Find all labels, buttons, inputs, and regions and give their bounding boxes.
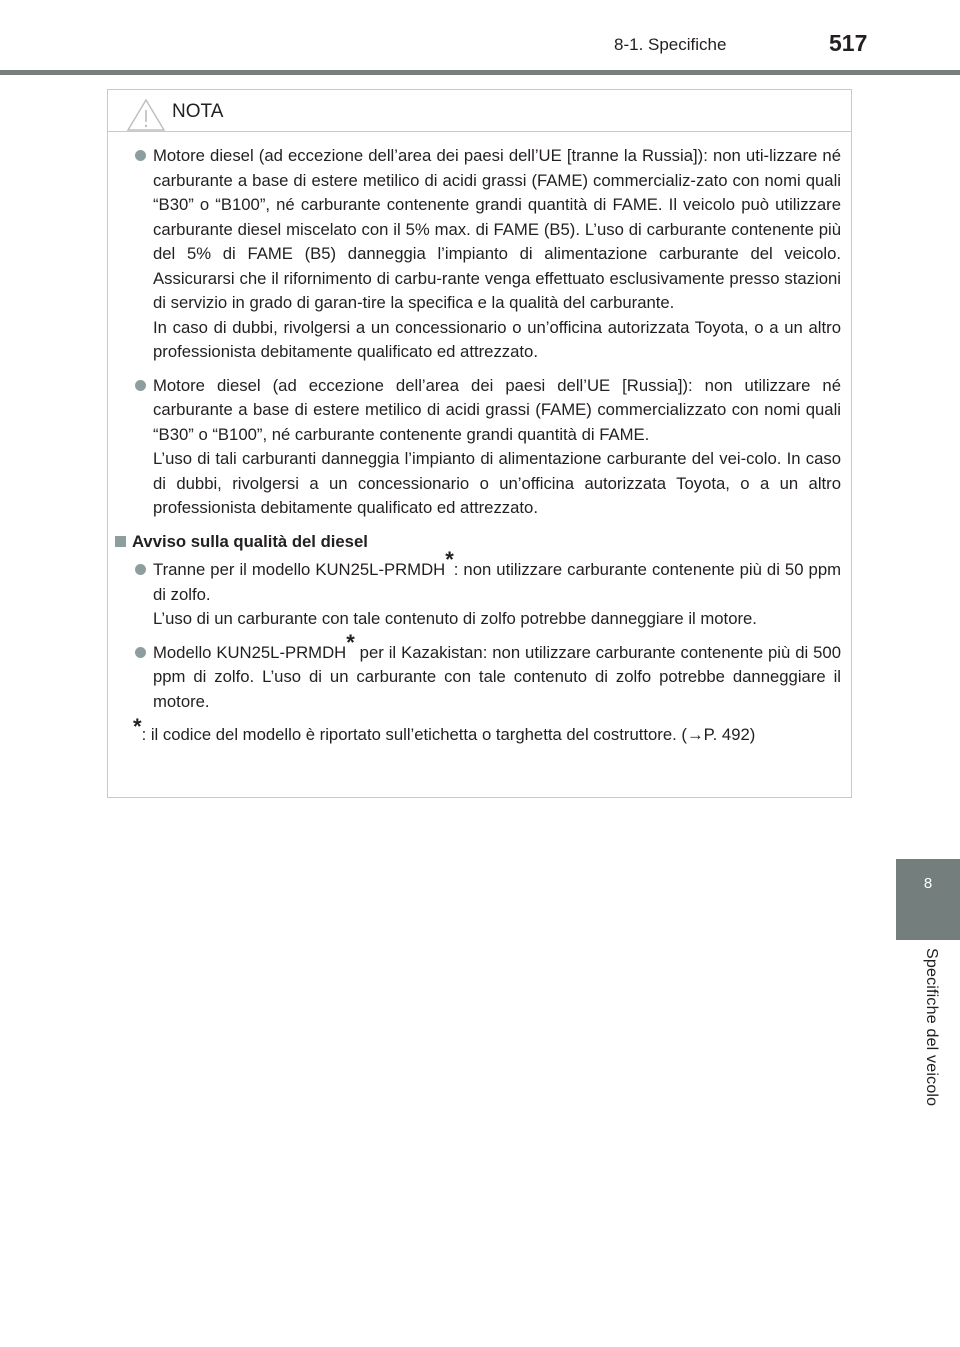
- paragraph: L’uso di un carburante con tale contenuto di zolfo potrebbe danneggiare il motore.: [153, 609, 757, 628]
- paragraph: [153, 629, 841, 715]
- note-title: NOTA: [172, 101, 224, 122]
- subheading: [133, 530, 841, 555]
- square-bullet-icon: [115, 536, 126, 547]
- list-item: [153, 144, 841, 365]
- footnote: [133, 714, 841, 748]
- paragraph: [153, 547, 841, 607]
- text-segment: per il Kazakistan: non utilizzare carburante contenente più di 500 ppm di zolfo. L’uso di un carburante con tale contenuto di zolfo potrebbe danneggiare il motore.: [153, 642, 841, 711]
- warning-icon: [126, 98, 166, 132]
- chapter-tab-number: 8: [923, 875, 933, 892]
- note-body: [108, 144, 851, 748]
- asterisk-marker: *: [133, 714, 142, 739]
- asterisk-marker: *: [445, 547, 454, 572]
- text-segment: Modello KUN25L-PRMDH: [153, 642, 347, 662]
- header-rule: [0, 70, 960, 75]
- footnote-text[interactable]: : il codice del modello è riportato sull’etichetta o targhetta del costruttore. (→P. 492): [141, 725, 756, 744]
- list-item: [153, 629, 841, 715]
- text-segment: Tranne per il modello KUN25L-PRMDH: [153, 560, 446, 579]
- list-item: [153, 374, 841, 521]
- paragraph: In caso di dubbi, rivolgersi a un concessionario o un’officina autorizzata Toyota, o a un altro professionista debitamente qualificato ed attrezzato.: [153, 317, 841, 361]
- text-segment: : non utilizzare carburante contenente più di 50 ppm di zolfo.: [153, 560, 841, 604]
- section-title: 8-1. Specifiche: [614, 35, 727, 54]
- note-header: [108, 90, 851, 132]
- paragraph: Motore diesel (ad eccezione dell’area dei paesi dell’UE [tranne la Russia]): non uti-lizzare né carburante a base di estere metilico di acidi grassi (FAME) commercializ-zato con nomi quali “B30” o “B100”, né carburante contenente grandi quantità di FAME. Il veicolo può utilizzare carburante diesel miscelato con il 5% max. di FAME (B5). L’uso di carburante contenente più del 5% di FAME (B5) danneggia l’impianto di alimentazione carburante del veicolo. Assicurarsi che il rifornimento di carbu-rante venga effettuato esclusivamente presso stazioni di servizio in grado di garan-tire la specifica e la qualità del carburante.: [153, 146, 841, 312]
- note-box: [107, 89, 852, 798]
- list-item: [153, 547, 841, 632]
- chapter-tab-label: Specifiche del veicolo: [923, 948, 940, 1107]
- subheading-text: Avviso sulla qualità del diesel: [132, 531, 368, 551]
- chapter-tab[interactable]: [896, 859, 960, 940]
- asterisk-marker: *: [346, 629, 355, 655]
- page-number: 517: [829, 30, 868, 56]
- paragraph: L’uso di tali carburanti danneggia l’impianto di alimentazione carburante del vei-colo. In caso di dubbi, rivolgersi a un concessionario o un’officina autorizzata Toyota, o a un altro professionista debitamente qualificato ed attrezzato.: [153, 449, 841, 517]
- paragraph: Motore diesel (ad eccezione dell’area dei paesi dell’UE [Russia]): non utilizzare né carburante a base di estere metilico di acidi grassi (FAME) commercializzato con nomi quali “B30” o “B100”, né carburante contenente grandi quantità di FAME.: [153, 375, 841, 444]
